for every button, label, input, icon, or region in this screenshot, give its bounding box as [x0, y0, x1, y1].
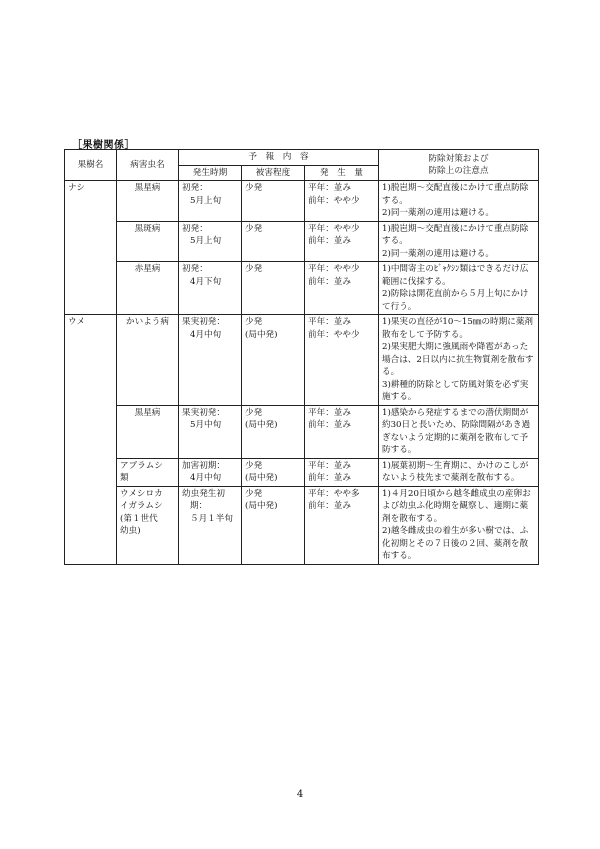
measures-line: 1)４月20日頃から越冬雌成虫の産卵および幼虫ふ化時期を観察し、適期に薬剤を散布する。 [382, 488, 531, 524]
timing-line: 幼虫発生初 [182, 488, 225, 499]
measures-line: 3)耕種的防除として防風対策を必ず実施する。 [382, 379, 529, 402]
damage-line: 少発 [245, 317, 263, 327]
measures-line: 1)脱岜期〜交配直後にかけて重点防除する。 [382, 183, 529, 206]
damage-cell [242, 405, 305, 458]
amount-line: 前年：並み [308, 276, 351, 287]
pest-name-cell [117, 486, 179, 564]
pest-name-cell [117, 221, 179, 262]
amount-line: 前年：やや少 [308, 195, 360, 206]
amount-line: 平年：並み [308, 183, 351, 193]
pest-name-line: イガラムシ [120, 501, 163, 511]
amount-cell [305, 262, 379, 315]
damage-line: (局中発) [245, 329, 278, 340]
measures-cell [379, 486, 539, 564]
page-number: 4 [296, 789, 304, 800]
table-row [65, 315, 539, 406]
amount-line: 平年：やや少 [308, 223, 360, 234]
amount-cell [305, 486, 379, 564]
amount-cell [305, 458, 379, 486]
table-row [65, 405, 539, 458]
timing-line: 5月上旬 [190, 195, 222, 206]
amount-cell [305, 181, 379, 222]
measures-cell [379, 315, 539, 406]
timing-line: 4月下旬 [190, 276, 222, 287]
timing-line: 5月上旬 [190, 236, 222, 246]
header-measures-line1: 防除対策および [428, 153, 489, 164]
timing-line: 果実初発： [182, 407, 225, 418]
measures-line: 2)同一薬剤の連用は避ける。 [382, 248, 494, 259]
amount-line: 前年：並み [308, 501, 351, 511]
damage-cell [242, 262, 305, 315]
fruit-name-cell: ナシ [65, 181, 117, 315]
pest-name-line: 類 [120, 473, 129, 483]
measures-line: 1)中間寄主のﾋﾞｬｸｼﾝ類はできるだけ広範囲に伐採する。 [382, 264, 529, 287]
amount-cell [305, 405, 379, 458]
timing-cell [179, 486, 242, 564]
amount-line: 前年：やや少 [308, 329, 360, 340]
pest-name-line: ウメシロカ [120, 488, 163, 499]
pest-name-line: アブラムシ [120, 460, 163, 471]
damage-cell [242, 181, 305, 222]
damage-line: (局中発) [245, 473, 278, 483]
amount-line: 平年：やや少 [308, 264, 360, 274]
table-row [65, 486, 539, 564]
header-forecast: 予 報 内 容 [179, 150, 379, 166]
measures-cell [379, 458, 539, 486]
pest-name-line: 赤星病 [134, 264, 161, 274]
header-amount: 発 生 量 [305, 165, 379, 181]
table-body [65, 181, 539, 565]
measures-line: 2)果実肥大期に強風雨や降雹があった場合は、2日以内に抗生物質剤を散布する。 [382, 342, 534, 377]
pest-name-line: 幼虫) [120, 526, 141, 536]
pest-name-line: (第１世代 [120, 513, 158, 524]
table-header-row [65, 150, 539, 166]
damage-cell [242, 486, 305, 564]
timing-line: 4月中旬 [190, 473, 222, 483]
pest-name-line: 黒斑病 [134, 223, 161, 234]
damage-line: 少発 [245, 223, 263, 234]
header-fruit: 果樹名 [65, 150, 117, 181]
timing-line: 4月中旬 [190, 329, 222, 340]
header-measures [379, 150, 539, 181]
timing-line: 初発： [182, 183, 208, 193]
table-row [65, 221, 539, 262]
table-row [65, 458, 539, 486]
timing-cell [179, 262, 242, 315]
measures-line: 2)同一薬剤の連用は避ける。 [382, 208, 494, 218]
damage-line: (局中発) [245, 501, 278, 511]
measures-cell [379, 221, 539, 262]
timing-line: 果実初発： [182, 317, 225, 327]
measures-cell [379, 405, 539, 458]
timing-cell [179, 221, 242, 262]
pest-name-cell [117, 405, 179, 458]
amount-line: 平年：並み [308, 407, 351, 418]
timing-cell [179, 315, 242, 406]
amount-line: 平年：並み [308, 460, 351, 471]
timing-line: ５月１半旬 [190, 513, 233, 524]
amount-line: 前年：並み [308, 420, 351, 430]
damage-line: 少発 [245, 264, 263, 274]
damage-cell [242, 221, 305, 262]
pest-name-cell [117, 181, 179, 222]
header-pest: 病害虫名 [117, 150, 179, 181]
header-damage: 被害程度 [242, 165, 305, 181]
damage-line: (局中発) [245, 420, 278, 430]
fruit-name-cell: ウメ [65, 315, 117, 565]
damage-line: 少発 [245, 488, 263, 499]
timing-line: 期： [190, 501, 208, 511]
damage-line: 少発 [245, 460, 263, 471]
timing-line: 5月中旬 [190, 420, 222, 430]
damage-line: 少発 [245, 183, 263, 193]
table-row [65, 181, 539, 222]
timing-line: 初発： [182, 223, 208, 234]
timing-cell [179, 405, 242, 458]
measures-line: 1)感染から発症するまでの潜伏期間が約30日と長いため、防除間隔があき過ぎないよう定期的に薬剤を散布して予防する。 [382, 407, 531, 455]
amount-cell [305, 221, 379, 262]
header-timing: 発生時期 [179, 165, 242, 181]
section-title: ［果樹関係］ [72, 140, 135, 151]
header-measures-line2: 防除上の注意点 [428, 166, 489, 176]
measures-line: 1)果実の直径が10〜15㎜の時期に薬剤散布をして予防する。 [382, 317, 534, 340]
timing-cell [179, 458, 242, 486]
timing-line: 初発： [182, 264, 208, 274]
damage-cell [242, 458, 305, 486]
pest-name-cell [117, 262, 179, 315]
amount-line: 平年：並み [308, 317, 351, 327]
amount-line: 平年：やや多 [308, 488, 360, 499]
amount-line: 前年：並み [308, 236, 351, 246]
table-row [65, 262, 539, 315]
measures-cell [379, 262, 539, 315]
damage-cell [242, 315, 305, 406]
pest-forecast-table [64, 149, 539, 565]
pest-name-cell [117, 458, 179, 486]
measures-line: 2)防除は開花直前から５月上旬にかけて行う。 [382, 289, 529, 312]
amount-line: 前年：並み [308, 473, 351, 483]
amount-cell [305, 315, 379, 406]
pest-name-line: 黒星病 [134, 183, 161, 193]
measures-line: 1)展葉初期〜生育期に、かけのこしがないよう枝先まで薬剤を散布する。 [382, 460, 529, 483]
timing-line: 加害初期： [182, 460, 225, 471]
measures-cell [379, 181, 539, 222]
measures-line: 2)越冬雌成虫の着生が多い樹では、ふ化初期とその７日後の２回、薬剤を散布する。 [382, 526, 529, 561]
pest-name-line: かいよう病 [126, 317, 169, 327]
measures-line: 1)脱岜期〜交配直後にかけて重点防除する。 [382, 223, 529, 246]
timing-cell [179, 181, 242, 222]
damage-line: 少発 [245, 407, 263, 418]
pest-name-cell [117, 315, 179, 406]
pest-name-line: 黒星病 [134, 407, 161, 418]
